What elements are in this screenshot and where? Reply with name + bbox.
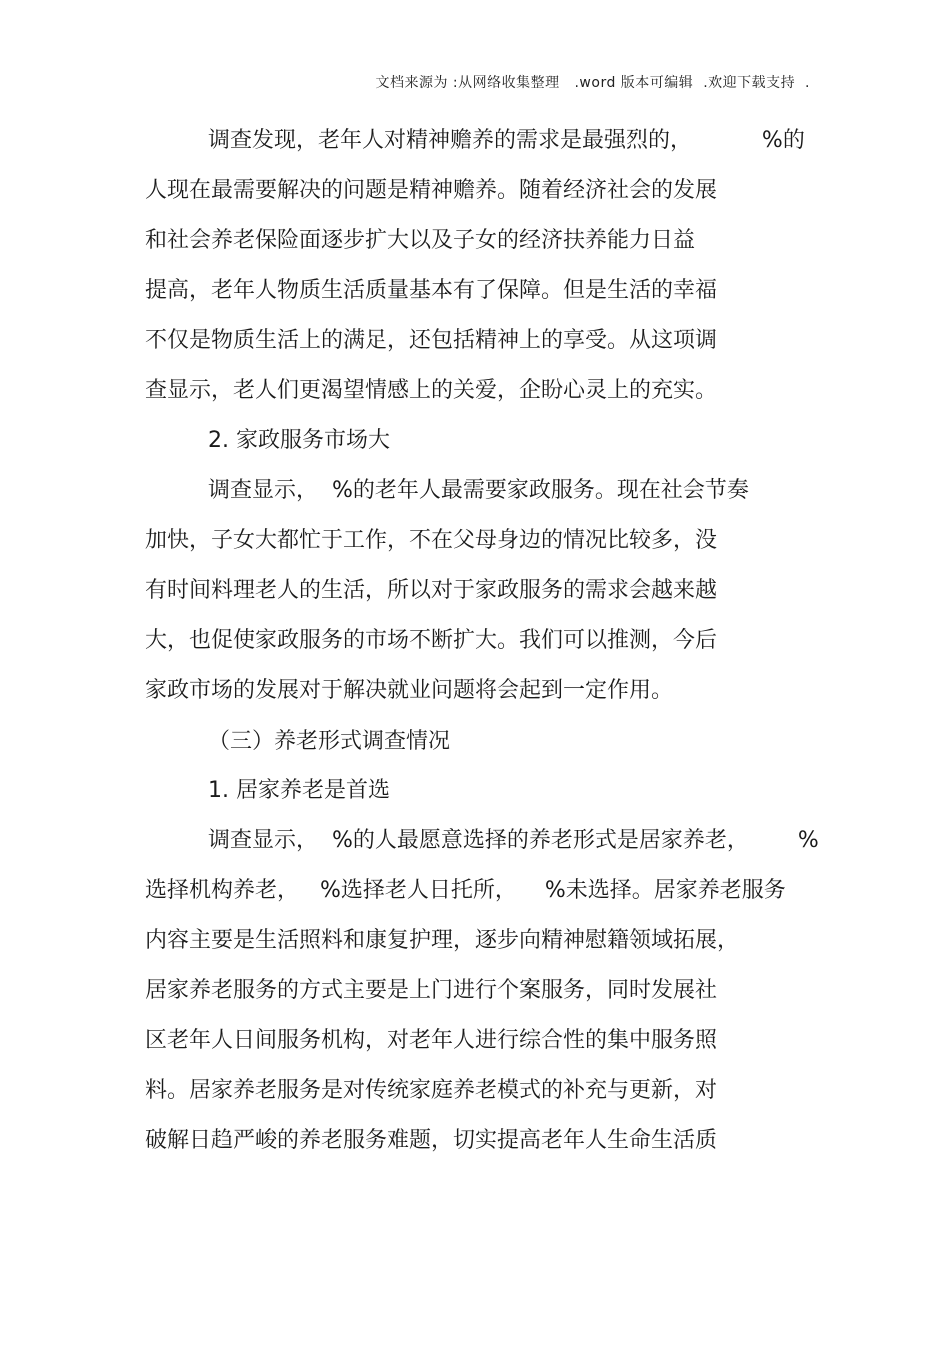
paragraph-line: 提高，老年人物质生活质量基本有了保障。但是生活的幸福: [145, 278, 718, 303]
section-heading: 2. 家政服务市场大: [208, 428, 390, 453]
section-heading: （三）养老形式调查情况: [208, 729, 451, 754]
paragraph-line: 和社会养老保险面逐步扩大以及子女的经济扶养能力日益: [145, 228, 696, 253]
paragraph-line: 调查显示， %的老年人最需要家政服务。现在社会节奏: [208, 478, 749, 503]
paragraph-line: 不仅是物质生活上的满足，还包括精神上的享受。从这项调: [145, 328, 718, 353]
paragraph-line: 人现在最需要解决的问题是精神赡养。随着经济社会的发展: [145, 178, 718, 203]
paragraph-line: 选择机构养老， %选择老人日托所， %未选择。居家养老服务: [145, 878, 786, 903]
paragraph-line: 家政市场的发展对于解决就业问题将会起到一定作用。: [145, 678, 674, 703]
paragraph-line: 内容主要是生活照料和康复护理，逐步向精神慰籍领域拓展，: [145, 928, 740, 953]
paragraph-line: 料。居家养老服务是对传统家庭养老模式的补充与更新，对: [145, 1078, 718, 1103]
paragraph-line: 居家养老服务的方式主要是上门进行个案服务，同时发展社: [145, 978, 718, 1003]
paragraph-line: 调查显示， %的人最愿意选择的养老形式是居家养老， %: [208, 828, 819, 853]
section-heading: 1. 居家养老是首选: [208, 778, 390, 803]
paragraph-line: 大，也促使家政服务的市场不断扩大。我们可以推测，今后: [145, 628, 718, 653]
paragraph-line: 调查发现，老年人对精神赡养的需求是最强烈的， %的: [208, 128, 805, 153]
paragraph-line: 有时间料理老人的生活，所以对于家政服务的需求会越来越: [145, 578, 718, 603]
paragraph-line: 破解日趋严峻的养老服务难题，切实提高老年人生命生活质: [145, 1128, 718, 1153]
paragraph-line: 查显示，老人们更渴望情感上的关爱，企盼心灵上的充实。: [145, 378, 718, 403]
page-header-note: 文档来源为 :从网络收集整理 .word 版本可编辑 .欢迎下载支持 .: [375, 75, 810, 91]
paragraph-line: 加快，子女大都忙于工作，不在父母身边的情况比较多，没: [145, 528, 718, 553]
paragraph-line: 区老年人日间服务机构，对老年人进行综合性的集中服务照: [145, 1028, 718, 1053]
